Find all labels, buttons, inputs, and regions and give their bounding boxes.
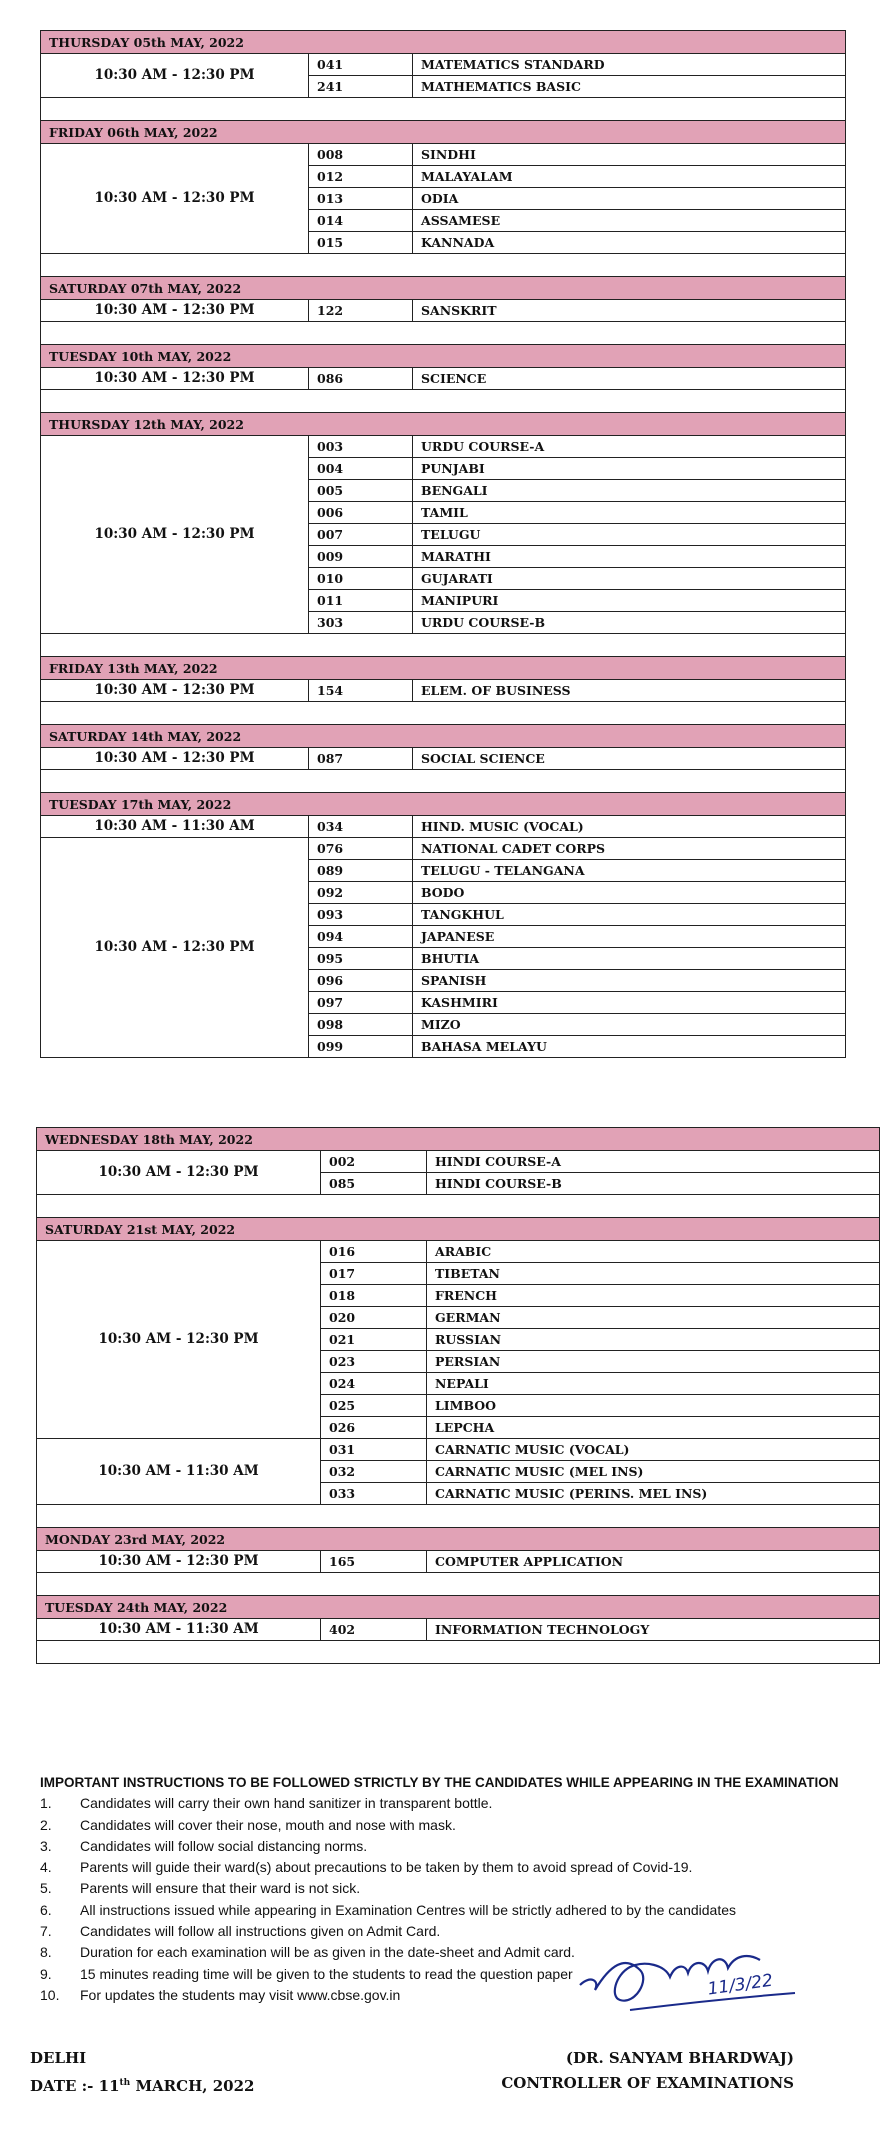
date-row (37, 1218, 880, 1241)
subject-name: CARNATIC MUSIC (VOCAL) (427, 1439, 880, 1461)
subject-code: 086 (309, 368, 413, 390)
subject-code: 033 (321, 1483, 427, 1505)
subject-row (37, 1241, 880, 1263)
instruction-number: 6. (40, 1901, 52, 1918)
date-row (41, 31, 846, 54)
instruction-number: 4. (40, 1859, 52, 1876)
exam-time: 10:30 AM - 12:30 PM (41, 300, 309, 322)
subject-code: 013 (309, 188, 413, 210)
subject-name: SANSKRIT (413, 300, 846, 322)
subject-row (41, 54, 846, 76)
instruction-text: Duration for each examination will be as given in the date-sheet and Admit card. (80, 1944, 575, 1961)
instruction-text: Candidates will carry their own hand sanitizer in transparent bottle. (80, 1795, 493, 1812)
subject-name: GUJARATI (413, 568, 846, 590)
subject-name: BAHASA MELAYU (413, 1036, 846, 1058)
subject-name: ELEM. OF BUSINESS (413, 680, 846, 702)
subject-name: INFORMATION TECHNOLOGY (427, 1619, 880, 1641)
instruction-item (40, 1793, 860, 1814)
instruction-text: All instructions issued while appearing in Examination Centres will be strictly adhered to by the candidates (80, 1901, 737, 1918)
subject-name: MANIPURI (413, 590, 846, 612)
exam-date: SATURDAY 07th MAY, 2022 (41, 277, 846, 300)
date-sheet-table-1 (40, 30, 846, 1058)
subject-code: 076 (309, 838, 413, 860)
subject-code: 002 (321, 1151, 427, 1173)
subject-code: 017 (321, 1263, 427, 1285)
subject-name: TANGKHUL (413, 904, 846, 926)
subject-name: NATIONAL CADET CORPS (413, 838, 846, 860)
exam-date: TUESDAY 17th MAY, 2022 (41, 793, 846, 816)
spacer-row (41, 390, 846, 413)
spacer-row (41, 770, 846, 793)
subject-name: CARNATIC MUSIC (PERINS. MEL INS) (427, 1483, 880, 1505)
instruction-number: 10. (40, 1986, 60, 2003)
instruction-text: For updates the students may visit www.cbse.gov.in (80, 1986, 401, 2003)
instruction-number: 5. (40, 1880, 52, 1897)
subject-row (41, 436, 846, 458)
exam-time: 10:30 AM - 12:30 PM (41, 368, 309, 390)
footer-place: DELHI (30, 2049, 87, 2067)
subject-row (37, 1619, 880, 1641)
subject-code: 154 (309, 680, 413, 702)
subject-name: SPANISH (413, 970, 846, 992)
subject-code: 093 (309, 904, 413, 926)
subject-code: 016 (321, 1241, 427, 1263)
signature-image (570, 1935, 810, 2045)
subject-name: TELUGU (413, 524, 846, 546)
exam-time: 10:30 AM - 12:30 PM (37, 1151, 321, 1195)
footer-place-date (30, 2046, 254, 2099)
instruction-number: 9. (40, 1965, 52, 1982)
subject-code: 003 (309, 436, 413, 458)
subject-code: 021 (321, 1329, 427, 1351)
subject-code: 041 (309, 54, 413, 76)
subject-code: 085 (321, 1173, 427, 1195)
subject-code: 023 (321, 1351, 427, 1373)
subject-name: ARABIC (427, 1241, 880, 1263)
subject-code: 402 (321, 1619, 427, 1641)
exam-date: MONDAY 23rd MAY, 2022 (37, 1528, 880, 1551)
subject-code: 241 (309, 76, 413, 98)
subject-row (37, 1151, 880, 1173)
subject-code: 098 (309, 1014, 413, 1036)
subject-code: 014 (309, 210, 413, 232)
subject-code: 005 (309, 480, 413, 502)
subject-name: PERSIAN (427, 1351, 880, 1373)
date-row (41, 725, 846, 748)
subject-name: BODO (413, 882, 846, 904)
subject-name: URDU COURSE-B (413, 612, 846, 634)
subject-name: HINDI COURSE-A (427, 1151, 880, 1173)
instruction-text: Parents will ensure that their ward is not sick. (80, 1880, 361, 1897)
date-row (41, 793, 846, 816)
instruction-item (40, 1815, 860, 1836)
subject-name: FRENCH (427, 1285, 880, 1307)
subject-code: 087 (309, 748, 413, 770)
subject-name: BHUTIA (413, 948, 846, 970)
signatory-name: (DR. SANYAM BHARDWAJ) (565, 2049, 794, 2067)
subject-code: 092 (309, 882, 413, 904)
subject-row (41, 368, 846, 390)
subject-row (37, 1439, 880, 1461)
instruction-item (40, 1836, 860, 1857)
date-row (37, 1128, 880, 1151)
date-row (37, 1528, 880, 1551)
exam-time: 10:30 AM - 12:30 PM (41, 54, 309, 98)
subject-code: 031 (321, 1439, 427, 1461)
subject-name: MATHEMATICS BASIC (413, 76, 846, 98)
instruction-number: 2. (40, 1816, 52, 1833)
date-row (41, 277, 846, 300)
exam-time: 10:30 AM - 12:30 PM (37, 1551, 321, 1573)
date-row (41, 413, 846, 436)
subject-code: 034 (309, 816, 413, 838)
subject-name: URDU COURSE-A (413, 436, 846, 458)
date-row (37, 1596, 880, 1619)
exam-date: TUESDAY 24th MAY, 2022 (37, 1596, 880, 1619)
subject-name: RUSSIAN (427, 1329, 880, 1351)
exam-date: THURSDAY 05th MAY, 2022 (41, 31, 846, 54)
instruction-item (40, 1900, 860, 1921)
subject-row (41, 748, 846, 770)
spacer-row (37, 1505, 880, 1528)
instruction-text: Candidates will follow all instructions given on Admit Card. (80, 1923, 441, 1940)
spacer-row (41, 322, 846, 345)
subject-name: CARNATIC MUSIC (MEL INS) (427, 1461, 880, 1483)
instruction-item (40, 1878, 860, 1899)
subject-code: 095 (309, 948, 413, 970)
instruction-item (40, 1857, 860, 1878)
signature-date: 11/3/22 (706, 1970, 775, 2000)
subject-code: 018 (321, 1285, 427, 1307)
exam-time: 10:30 AM - 11:30 AM (41, 816, 309, 838)
subject-name: MALAYALAM (413, 166, 846, 188)
subject-row (41, 300, 846, 322)
exam-date: FRIDAY 06th MAY, 2022 (41, 121, 846, 144)
subject-name: HIND. MUSIC (VOCAL) (413, 816, 846, 838)
subject-name: KANNADA (413, 232, 846, 254)
date-row (41, 657, 846, 680)
spacer-row (37, 1573, 880, 1596)
subject-code: 007 (309, 524, 413, 546)
subject-row (37, 1551, 880, 1573)
subject-code: 096 (309, 970, 413, 992)
subject-name: COMPUTER APPLICATION (427, 1551, 880, 1573)
subject-code: 009 (309, 546, 413, 568)
subject-row (41, 838, 846, 860)
date-row (41, 345, 846, 368)
subject-name: SCIENCE (413, 368, 846, 390)
exam-time: 10:30 AM - 12:30 PM (41, 748, 309, 770)
instruction-number: 7. (40, 1923, 52, 1940)
spacer-row (37, 1641, 880, 1664)
exam-time: 10:30 AM - 12:30 PM (41, 838, 309, 1058)
subject-code: 026 (321, 1417, 427, 1439)
exam-date: FRIDAY 13th MAY, 2022 (41, 657, 846, 680)
spacer-row (37, 1195, 880, 1218)
subject-code: 015 (309, 232, 413, 254)
subject-name: TIBETAN (427, 1263, 880, 1285)
instruction-number: 8. (40, 1944, 52, 1961)
subject-name: ASSAMESE (413, 210, 846, 232)
instruction-text: Candidates will cover their nose, mouth and nose with mask. (80, 1816, 456, 1833)
instruction-text: 15 minutes reading time will be given to the students to read the question paper (80, 1965, 573, 1982)
exam-date: SATURDAY 14th MAY, 2022 (41, 725, 846, 748)
spacer-row (41, 254, 846, 277)
subject-name: PUNJABI (413, 458, 846, 480)
subject-name: BENGALI (413, 480, 846, 502)
instruction-number: 1. (40, 1795, 52, 1812)
exam-date: WEDNESDAY 18th MAY, 2022 (37, 1128, 880, 1151)
subject-code: 004 (309, 458, 413, 480)
spacer-row (41, 702, 846, 725)
signatory-designation: CONTROLLER OF EXAMINATIONS (501, 2074, 794, 2092)
subject-code: 012 (309, 166, 413, 188)
subject-name: GERMAN (427, 1307, 880, 1329)
subject-row (41, 680, 846, 702)
instruction-number: 3. (40, 1837, 52, 1854)
subject-name: SOCIAL SCIENCE (413, 748, 846, 770)
subject-row (41, 144, 846, 166)
instruction-text: Parents will guide their ward(s) about precautions to be taken by them to avoid spread of Covid-19. (80, 1859, 693, 1876)
subject-name: JAPANESE (413, 926, 846, 948)
date-row (41, 121, 846, 144)
subject-code: 303 (309, 612, 413, 634)
subject-code: 025 (321, 1395, 427, 1417)
subject-name: MIZO (413, 1014, 846, 1036)
subject-name: TELUGU - TELANGANA (413, 860, 846, 882)
exam-time: 10:30 AM - 11:30 AM (37, 1619, 321, 1641)
subject-name: HINDI COURSE-B (427, 1173, 880, 1195)
subject-code: 010 (309, 568, 413, 590)
spacer-row (41, 634, 846, 657)
exam-date: TUESDAY 10th MAY, 2022 (41, 345, 846, 368)
subject-row (41, 816, 846, 838)
subject-code: 008 (309, 144, 413, 166)
footer-date: DATE :- 11th MARCH, 2022 (30, 2077, 255, 2095)
date-sheet-table-2 (36, 1127, 880, 1664)
subject-code: 011 (309, 590, 413, 612)
instructions-heading: IMPORTANT INSTRUCTIONS TO BE FOLLOWED STRICTLY BY THE CANDIDATES WHILE APPEARING IN THE EXAMINATION (40, 1775, 839, 1790)
subject-name: KASHMIRI (413, 992, 846, 1014)
subject-code: 020 (321, 1307, 427, 1329)
subject-code: 099 (309, 1036, 413, 1058)
instruction-text: Candidates will follow social distancing norms. (80, 1837, 368, 1854)
subject-name: NEPALI (427, 1373, 880, 1395)
subject-code: 094 (309, 926, 413, 948)
subject-code: 122 (309, 300, 413, 322)
subject-code: 089 (309, 860, 413, 882)
spacer-row (41, 98, 846, 121)
subject-code: 032 (321, 1461, 427, 1483)
exam-date: THURSDAY 12th MAY, 2022 (41, 413, 846, 436)
subject-code: 024 (321, 1373, 427, 1395)
subject-code: 165 (321, 1551, 427, 1573)
subject-name: LEPCHA (427, 1417, 880, 1439)
exam-time: 10:30 AM - 12:30 PM (41, 680, 309, 702)
subject-code: 097 (309, 992, 413, 1014)
subject-name: LIMBOO (427, 1395, 880, 1417)
subject-code: 006 (309, 502, 413, 524)
subject-name: MARATHI (413, 546, 846, 568)
exam-time: 10:30 AM - 12:30 PM (41, 436, 309, 634)
exam-time: 10:30 AM - 12:30 PM (41, 144, 309, 254)
exam-time: 10:30 AM - 11:30 AM (37, 1439, 321, 1505)
subject-name: MATEMATICS STANDARD (413, 54, 846, 76)
subject-name: TAMIL (413, 502, 846, 524)
footer-signatory (476, 2046, 794, 2096)
subject-name: SINDHI (413, 144, 846, 166)
subject-name: ODIA (413, 188, 846, 210)
exam-time: 10:30 AM - 12:30 PM (37, 1241, 321, 1439)
exam-date: SATURDAY 21st MAY, 2022 (37, 1218, 880, 1241)
